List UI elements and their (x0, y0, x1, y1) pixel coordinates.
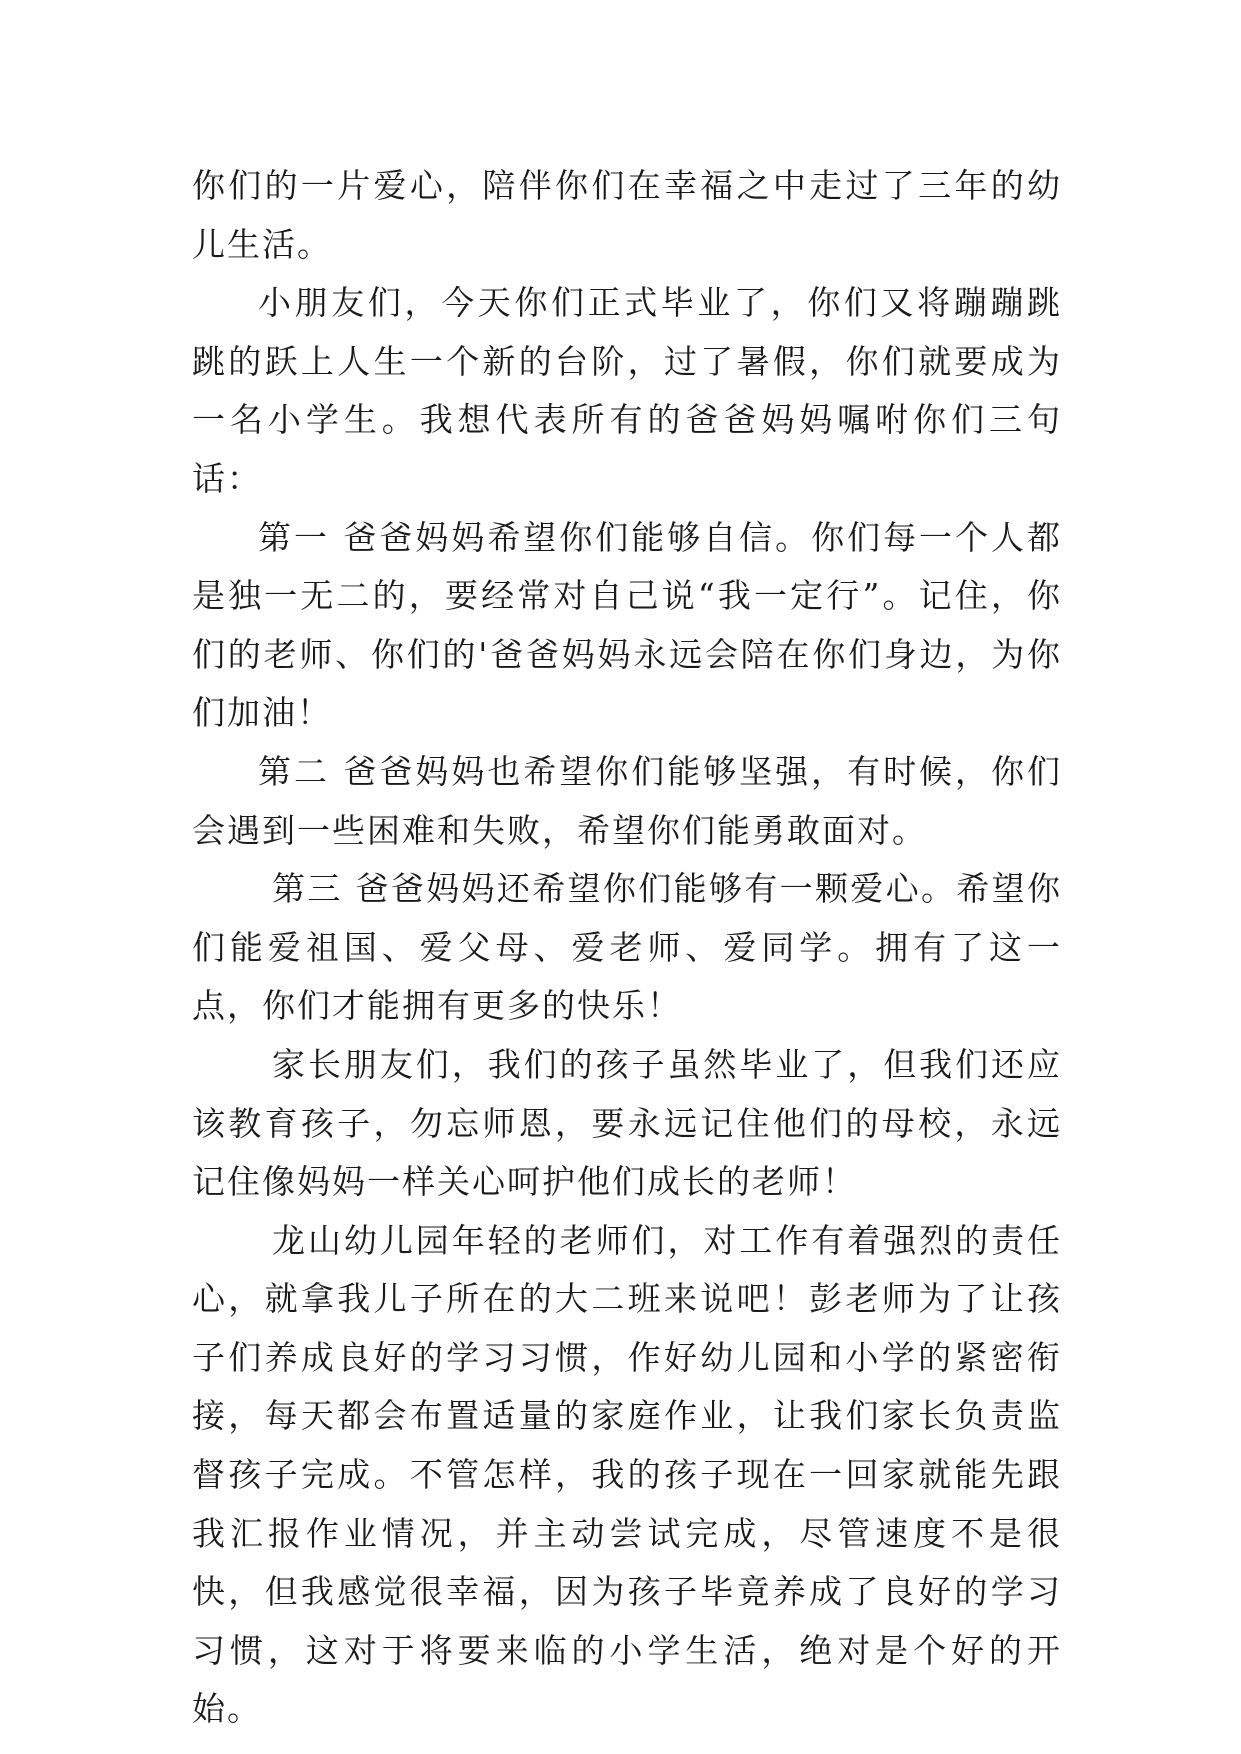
paragraph-address-parents: 家长朋友们，我们的孩子虽然毕业了，但我们还应该教育孩子，勿忘师恩，要永远记住他们的母校，永远记住像妈妈一样关心呵护他们成长的老师！ (192, 1044, 1062, 1202)
paragraph-teachers: 龙山幼儿园年轻的老师们，对工作有着强烈的责任心，就拿我儿子所在的大二班来说吧！彭老师为了让孩子们养成良好的学习习惯，作好幼儿园和小学的紧密衔接，每天都会布置适量的家庭作业，让我们家长负责监督孩子完成。不管怎样，我的孩子现在一回家就能先跟我汇报作业情况，并主动尝试完成，尽管速度不是很快，但我感觉很幸福，因为孩子毕竟养成了良好的学习习惯，这对于将要来临的小学生活，绝对是个好的开始。 (192, 1220, 1062, 1729)
document-body (192, 157, 1062, 1739)
paragraph-third-wish: 第三 爸爸妈妈还希望你们能够有一颗爱心。希望你们能爱祖国、爱父母、爱老师、爱同学。拥有了这一点，你们才能拥有更多的快乐！ (192, 869, 1062, 1026)
paragraph-second-wish: 第二 爸爸妈妈也希望你们能够坚强，有时候，你们会遇到一些困难和失败，希望你们能勇敢面对。 (192, 751, 1062, 850)
paragraph-address-children: 小朋友们，今天你们正式毕业了，你们又将蹦蹦跳跳的跃上人生一个新的台阶，过了暑假，你们就要成为一名小学生。我想代表所有的爸爸妈妈嘱咐你们三句话： (192, 283, 1062, 498)
paragraph-continuation: 你们的一片爱心，陪伴你们在幸福之中走过了三年的幼儿生活。 (192, 166, 1062, 264)
paragraph-first-wish: 第一 爸爸妈妈希望你们能够自信。你们每一个人都是独一无二的，要经常对自己说“我一定行”。记住，你们的老师、你们的'爸爸妈妈永远会陪在你们身边，为你们加油！ (192, 517, 1062, 733)
